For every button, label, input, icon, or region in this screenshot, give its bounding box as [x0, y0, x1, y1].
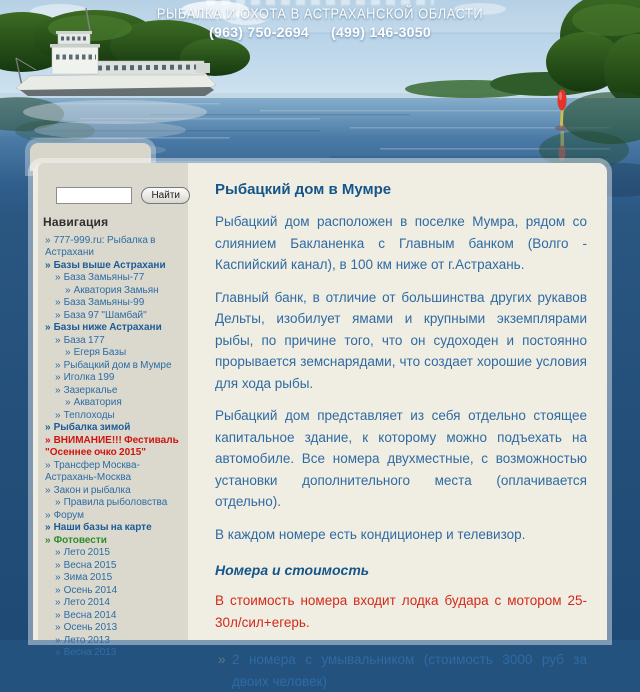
- sidebar-nav-item[interactable]: [42, 310, 187, 323]
- double-arrow-bullet: »: [218, 652, 226, 667]
- sidebar-nav-item[interactable]: [42, 510, 187, 523]
- search-input[interactable]: [56, 187, 132, 204]
- double-arrow-bullet: »: [55, 584, 61, 596]
- nav-item-label: База 97 "Шамбай": [63, 309, 147, 321]
- double-arrow-bullet: »: [55, 384, 61, 396]
- nav-item-label: Наши базы на карте: [53, 522, 152, 533]
- nav-item-label: Осень 2014: [63, 584, 118, 596]
- header-phones: [0, 24, 640, 40]
- nav-item-label: Иголка 199: [63, 372, 115, 383]
- sidebar-nav-item[interactable]: [42, 460, 187, 485]
- nav-item-label: Правила рыболовства: [63, 497, 168, 508]
- sidebar-nav-item[interactable]: [42, 497, 187, 510]
- double-arrow-bullet: »: [45, 259, 51, 271]
- double-arrow-bullet: »: [55, 572, 61, 583]
- sidebar-nav-item[interactable]: [42, 335, 187, 348]
- double-arrow-bullet: »: [65, 347, 71, 358]
- nav-item-label: Лето 2015: [63, 547, 110, 558]
- double-arrow-bullet: »: [55, 559, 61, 571]
- sidebar-nav-item[interactable]: [42, 535, 187, 548]
- sidebar-nav-item[interactable]: [42, 260, 187, 273]
- nav-item-label: Фотовести: [53, 534, 107, 546]
- sidebar-nav-item[interactable]: [42, 235, 187, 260]
- double-arrow-bullet: »: [55, 547, 61, 558]
- room-item-text: 2 номера с умывальником (стоимость 3000 руб за двоих человек): [232, 652, 587, 689]
- nav-item-label: Базы ниже Астрахани: [53, 322, 162, 333]
- nav-item-label: 777-999.ru: Рыбалка в Астрахани: [45, 234, 156, 258]
- double-arrow-bullet: »: [55, 372, 61, 383]
- phone-number-2: (499) 146-3050: [331, 24, 431, 40]
- sidebar-nav-item[interactable]: [42, 422, 187, 435]
- double-arrow-bullet: »: [55, 297, 61, 308]
- sidebar-nav: [38, 205, 188, 660]
- double-arrow-bullet: »: [45, 434, 51, 446]
- price-note: В стоимость номера входит лодка будара с мотором 25-30л/сил+егерь.: [215, 593, 587, 630]
- content-wrapper: [33, 163, 607, 689]
- double-arrow-bullet: »: [55, 622, 61, 633]
- nav-item-label: Рыбалка зимой: [53, 422, 131, 433]
- sidebar-nav-item[interactable]: [42, 322, 187, 335]
- sidebar-nav-item[interactable]: [42, 610, 187, 623]
- nav-item-label: Теплоходы: [63, 409, 115, 421]
- double-arrow-bullet: »: [55, 272, 61, 283]
- double-arrow-bullet: »: [65, 397, 71, 408]
- sidebar-nav-item[interactable]: [42, 585, 187, 598]
- search-button[interactable]: Найти: [141, 187, 190, 204]
- nav-item-label: Лето 2014: [63, 597, 110, 608]
- double-arrow-bullet: »: [45, 509, 51, 521]
- nav-item-label: Акватория: [73, 397, 122, 408]
- paragraph: Рыбацкий дом представляет из себя отдельно стоящее капитальное здание, к которому можно подъехать на автомобиле. Все номера двухместные, с возможностью установки дополнительного места (оплачивается отдельно).: [215, 408, 587, 509]
- sidebar-nav-item[interactable]: [42, 647, 187, 660]
- sidebar-nav-item[interactable]: [42, 635, 187, 648]
- double-arrow-bullet: »: [45, 534, 51, 546]
- double-arrow-bullet: »: [45, 522, 51, 533]
- sidebar-nav-item[interactable]: [42, 572, 187, 585]
- nav-item-label: Форум: [53, 509, 84, 521]
- rooms-list: [215, 649, 587, 692]
- sidebar-nav-item[interactable]: [42, 560, 187, 573]
- double-arrow-bullet: »: [65, 284, 71, 296]
- double-arrow-bullet: »: [45, 484, 51, 496]
- nav-item-label: Базы выше Астрахани: [53, 259, 166, 271]
- paragraph: В каждом номере есть кондиционер и телевизор.: [215, 526, 526, 542]
- sidebar-nav-item[interactable]: [42, 385, 187, 398]
- search-form: [38, 163, 188, 205]
- nav-item-label: Закон и рыбалка: [53, 484, 131, 496]
- nav-item-label: Акватория Замьян: [73, 284, 159, 296]
- sidebar: [38, 163, 188, 658]
- nav-item-label: Трансфер Москва-Астрахань-Москва: [45, 459, 140, 483]
- nav-item-label: База Замьяны-77: [63, 272, 145, 283]
- sidebar-nav-item[interactable]: [42, 297, 187, 310]
- sidebar-nav-item[interactable]: [42, 360, 187, 373]
- sidebar-nav-item[interactable]: [42, 435, 187, 460]
- nav-item-label: Рыбацкий дом в Мумре: [63, 359, 172, 371]
- sidebar-nav-item[interactable]: [42, 485, 187, 498]
- sidebar-nav-item[interactable]: [42, 547, 187, 560]
- nav-item-label: База 177: [63, 334, 105, 346]
- nav-item-label: Лето 2013: [63, 634, 110, 646]
- sidebar-nav-item[interactable]: [42, 272, 187, 285]
- double-arrow-bullet: »: [45, 322, 51, 333]
- nav-item-label: Весна 2014: [63, 609, 117, 621]
- double-arrow-bullet: »: [45, 459, 51, 471]
- nav-title: Навигация: [43, 215, 109, 229]
- page-title: Рыбацкий дом в Мумре: [215, 181, 392, 198]
- nav-item-label: Зазеркалье: [63, 384, 118, 396]
- nav-item-label: База Замьяны-99: [63, 297, 145, 308]
- phone-number-1: (963) 750-2694: [209, 24, 309, 40]
- sidebar-nav-item[interactable]: [42, 285, 187, 298]
- paragraph: Рыбацкий дом расположен в поселке Мумра, рядом со слиянием Бакланенка с Главным банком (Волго - Каспийский канал), в 100 км ниже от г.Астрахань.: [215, 214, 587, 272]
- nav-item-label: Весна 2013: [63, 647, 117, 658]
- site-title: РЫБАЛКА И ОХОТА В АСТРАХАНСКОЙ ОБЛАСТИ: [156, 5, 484, 22]
- sidebar-nav-item[interactable]: [42, 347, 187, 360]
- clipped-top-tagline: [206, 0, 434, 5]
- nav-item-label: Осень 2013: [63, 622, 118, 633]
- main-content: [188, 163, 607, 689]
- rooms-subheading: Номера и стоимость: [215, 562, 370, 578]
- nav-item-label: Весна 2015: [63, 559, 117, 571]
- double-arrow-bullet: »: [55, 359, 61, 371]
- double-arrow-bullet: »: [55, 497, 61, 508]
- sidebar-nav-item[interactable]: [42, 410, 187, 423]
- sidebar-nav-item[interactable]: [42, 397, 187, 410]
- sidebar-nav-item[interactable]: [42, 622, 187, 635]
- double-arrow-bullet: »: [55, 647, 61, 658]
- double-arrow-bullet: »: [55, 609, 61, 621]
- nav-item-label: Зима 2015: [63, 572, 113, 583]
- sidebar-nav-item[interactable]: [42, 597, 187, 610]
- nav-item-label: Егеря Базы: [73, 347, 127, 358]
- double-arrow-bullet: »: [55, 309, 61, 321]
- double-arrow-bullet: »: [55, 334, 61, 346]
- double-arrow-bullet: »: [55, 634, 61, 646]
- paragraph: Главный банк, в отличие от большинства других рукавов Дельты, изобилует ямами и крупными экземплярами рыбы, по причине того, что он судоходен и постоянно прорывается земснарядами, что создает хорошие условия для хода рыбы.: [215, 289, 587, 391]
- double-arrow-bullet: »: [45, 234, 51, 246]
- double-arrow-bullet: »: [55, 597, 61, 608]
- double-arrow-bullet: »: [45, 422, 51, 433]
- nav-list: [42, 235, 187, 660]
- sidebar-nav-item[interactable]: [42, 522, 187, 535]
- double-arrow-bullet: »: [55, 409, 61, 421]
- nav-item-label: ВНИМАНИЕ!!! Фестиваль "Осеннее очко 2015": [45, 434, 179, 458]
- room-list-item: [215, 649, 587, 692]
- sidebar-nav-item[interactable]: [42, 372, 187, 385]
